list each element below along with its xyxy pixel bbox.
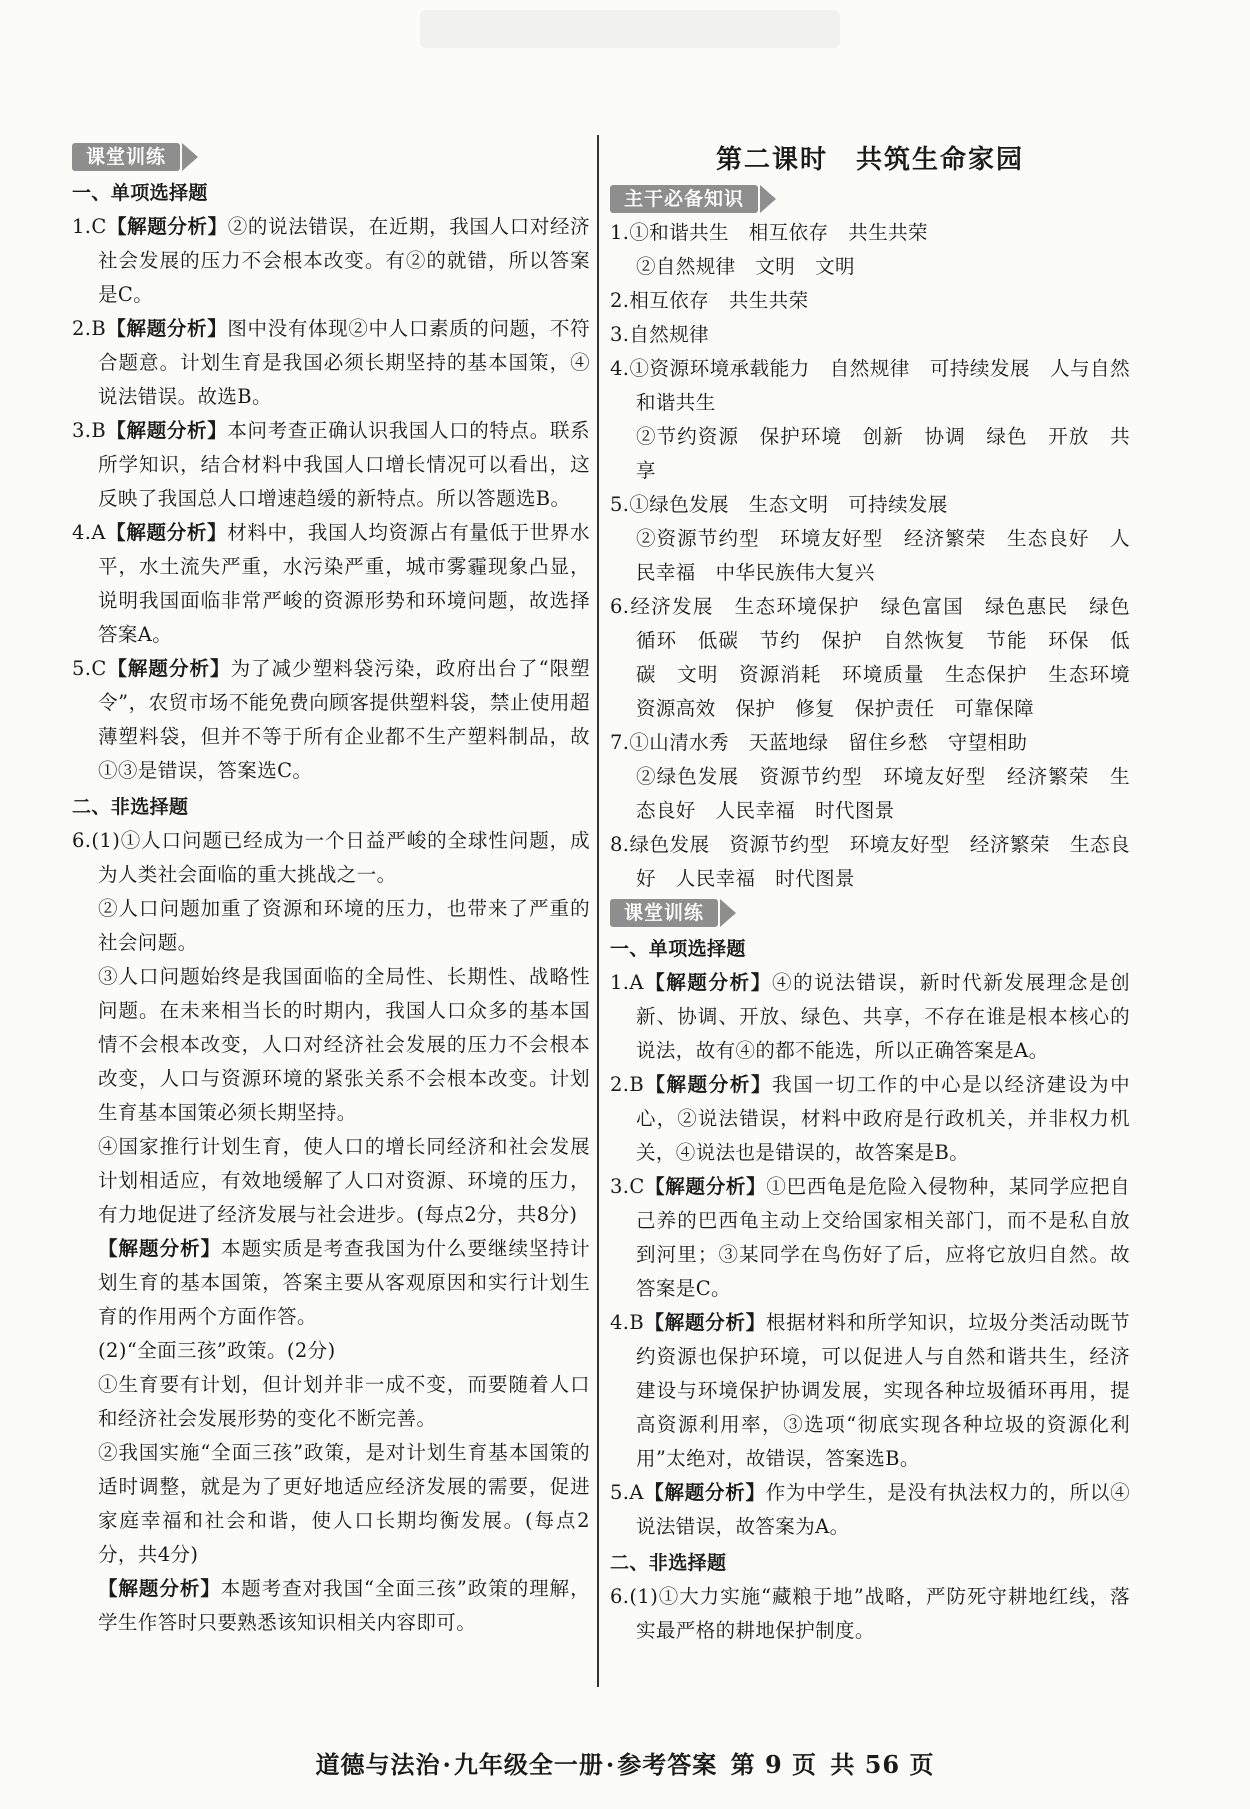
q-num: 3.B [72, 419, 107, 442]
left-section2-heading: 二、非选择题 [72, 796, 189, 818]
analysis-tag: 【解题分析】 [106, 215, 228, 238]
q-num: 5.C [72, 657, 107, 680]
right-q1 [610, 966, 1130, 1068]
q-text: ①巴西龟是危险入侵物种，某同学应把自己养的巴西龟主动上交给国家相关部门，而不是私自放到河里；③某同学在鸟伤好了后，应将它放归自然。故答案是C。 [636, 1175, 1130, 1300]
footer-page: 第 9 页 [730, 1750, 818, 1779]
knowledge-item: 8.绿色发展 资源节约型 环境友好型 经济繁荣 生态良好 人民幸福 时代图景 [610, 833, 1130, 890]
knowledge-item: ②节约资源 保护环境 创新 协调 绿色 开放 共享 [636, 425, 1130, 482]
analysis-tag: 【解题分析】 [105, 521, 228, 544]
q-text: 图中没有体现②中人口素质的问题，不符合题意。计划生育是我国必须长期坚持的基本国策，④说法错误。故选B。 [98, 317, 591, 408]
left-banner-label: 课堂训练 [72, 143, 180, 171]
right-banner-practice [610, 898, 736, 928]
q-text: ④的说法错误，新时代新发展理念是创新、协调、开放、绿色、共享，不存在谁是根本核心的说法，故有④的都不能选，所以正确答案是A。 [636, 971, 1130, 1062]
left-q6-6: ①生育要有计划，但计划并非一成不变，而要随着人口和经济社会发展形势的变化不断完善。 [98, 1373, 590, 1430]
right-section1-heading: 一、单项选择题 [610, 938, 746, 960]
q-num: 4.B [610, 1311, 645, 1334]
left-q6-analysis1 [72, 1232, 590, 1334]
left-q6-4: ④国家推行计划生育，使人口的增长同经济和社会发展计划相适应，有效地缓解了人口对资源、环境的压力，有力地促进了经济发展与社会进步。(每点2分，共8分) [98, 1135, 590, 1226]
q-text: 本题考查对我国“全面三孩”政策的理解，学生作答时只要熟悉该知识相关内容即可。 [98, 1577, 590, 1634]
q-text: 为了减少塑料袋污染，政府出台了“限塑令”，农贸市场不能免费向顾客提供塑料袋，禁止使用超薄塑料袋，但并不等于所有企业都不生产塑料制品，故①③是错误，答案选C。 [98, 657, 591, 782]
q-num: 2.B [610, 1073, 645, 1096]
right-column [610, 140, 1150, 1648]
q-num: 1.A [610, 971, 644, 994]
left-banner [72, 142, 198, 172]
q-text: 根据材料和所学知识，垃圾分类活动既节约资源也保护环境，可以促进人与自然和谐共生，经济建设与环境保护协调发展，实现各种垃圾循环再用，提高资源利用率，③选项“彻底实现各种垃圾的资源化利用”太绝对，故错误，答案选B。 [636, 1311, 1130, 1470]
analysis-tag: 【解题分析】 [643, 971, 772, 994]
header-smudge [420, 10, 840, 48]
knowledge-banner-label: 主干必备知识 [610, 185, 758, 213]
right-q4 [610, 1306, 1130, 1476]
footer-kind: 参考答案 [617, 1750, 718, 1779]
column-divider [597, 135, 599, 1687]
knowledge-item: 7.①山清水秀 天蓝地绿 留住乡愁 守望相助 [610, 731, 1028, 754]
analysis-tag: 【解题分析】 [98, 1577, 221, 1600]
footer-total: 共 56 页 [830, 1750, 935, 1779]
knowledge-item: ②自然规律 文明 文明 [636, 255, 855, 278]
left-q2 [72, 312, 590, 414]
q-text: 本题实质是考查我国为什么要继续坚持计划生育的基本国策，答案主要从客观原因和实行计划生育的作用两个方面作答。 [98, 1237, 590, 1328]
q-num: 5.A [610, 1481, 644, 1504]
footer-subject: 道德与法治 [315, 1750, 441, 1779]
analysis-tag: 【解题分析】 [98, 1237, 222, 1260]
q-text: 材料中，我国人均资源占有量低于世界水平，水土流失严重，水污染严重，城市雾霾现象凸显，说明我国面临非常严峻的资源形势和环境问题，故选择答案A。 [98, 521, 590, 646]
left-q5 [72, 652, 590, 788]
q-text: ②的说法错误，在近期，我国人口对经济社会发展的压力不会根本改变。有②的就错，所以答案是C。 [98, 215, 591, 306]
banner-arrow-icon [720, 899, 736, 927]
knowledge-item: 5.①绿色发展 生态文明 可持续发展 [610, 493, 948, 516]
left-column [72, 140, 590, 1640]
left-q3 [72, 414, 590, 516]
knowledge-item: ②资源节约型 环境友好型 经济繁荣 生态良好 人民幸福 中华民族伟大复兴 [636, 527, 1130, 584]
right-banner-knowledge [610, 184, 776, 214]
left-q4 [72, 516, 590, 652]
left-q6-7: ②我国实施“全面三孩”政策，是对计划生育基本国策的适时调整，就是为了更好地适应经济发展的需要，促进家庭幸福和社会和谐，使人口长期均衡发展。(每点2分，共4分) [98, 1441, 590, 1566]
left-q6-3: ③人口问题始终是我国面临的全局性、长期性、战略性问题。在未来相当长的时期内，我国人口众多的基本国情不会根本改变，人口对经济社会发展的压力不会根本改变，人口与资源环境的紧张关系不会根本改变。计划生育基本国策必须长期坚持。 [98, 965, 590, 1124]
q-num: 2.B [72, 317, 107, 340]
analysis-tag: 【解题分析】 [643, 1481, 766, 1504]
page-footer: 道德与法治·九年级全一册·参考答案 第 9 页 共 56 页 [315, 1750, 935, 1779]
knowledge-item: ②绿色发展 资源节约型 环境友好型 经济繁荣 生态良好 人民幸福 时代图景 [636, 765, 1130, 822]
right-q5 [610, 1476, 1130, 1544]
knowledge-item: 4.①资源环境承载能力 自然规律 可持续发展 人与自然和谐共生 [610, 357, 1130, 414]
right-q6: 6.(1)①大力实施“藏粮于地”战略，严防死守耕地红线，落实最严格的耕地保护制度。 [610, 1585, 1130, 1642]
left-q6-1: 6.(1)①人口问题已经成为一个日益严峻的全球性问题，成为人类社会面临的重大挑战之一。 [72, 829, 590, 886]
left-q6-analysis2 [72, 1572, 590, 1640]
knowledge-item: 6.经济发展 生态环境保护 绿色富国 绿色惠民 绿色 循环 低碳 节约 保护 自然恢复 节能 环保 低碳 文明 资源消耗 环境质量 生态保护 生态环境 资源高效 保护 修复 保护责任 可靠保障 [610, 595, 1150, 720]
practice-banner-label: 课堂训练 [610, 899, 718, 927]
q-text: 作为中学生，是没有执法权力的，所以④说法错误，故答案为A。 [636, 1481, 1131, 1538]
banner-arrow-icon [182, 143, 198, 171]
lesson-title: 第二课时 共筑生命家园 [715, 145, 1024, 175]
banner-arrow-icon [760, 185, 776, 213]
analysis-tag: 【解题分析】 [644, 1073, 773, 1096]
analysis-tag: 【解题分析】 [644, 1175, 767, 1198]
right-q2 [610, 1068, 1130, 1170]
q-num: 4.A [72, 521, 106, 544]
knowledge-item: 1.①和谐共生 相互依存 共生共荣 [610, 221, 928, 244]
left-q6-5: (2)“全面三孩”政策。(2分) [98, 1339, 336, 1362]
q-text: 本问考查正确认识我国人口的特点。联系所学知识，结合材料中我国人口增长情况可以看出，这反映了我国总人口增速趋缓的新特点。所以答题选B。 [98, 419, 591, 510]
analysis-tag: 【解题分析】 [106, 419, 228, 442]
left-q6-2: ②人口问题加重了资源和环境的压力，也带来了严重的社会问题。 [98, 897, 590, 954]
left-section1-heading: 一、单项选择题 [72, 182, 208, 204]
q-num: 3.C [610, 1175, 645, 1198]
analysis-tag: 【解题分析】 [106, 317, 228, 340]
left-q1 [72, 210, 590, 312]
right-section2-heading: 二、非选择题 [610, 1552, 727, 1574]
footer-grade: 九年级全一册 [453, 1750, 604, 1779]
knowledge-item: 2.相互依存 共生共荣 [610, 289, 809, 312]
analysis-tag: 【解题分析】 [644, 1311, 766, 1334]
q-text: 我国一切工作的中心是以经济建设为中心，②说法错误，材料中政府是行政机关，并非权力机关，④说法也是错误的，故答案是B。 [636, 1073, 1130, 1164]
analysis-tag: 【解题分析】 [106, 657, 231, 680]
right-q3 [610, 1170, 1130, 1306]
knowledge-item: 3.自然规律 [610, 323, 710, 346]
q-num: 1.C [72, 215, 107, 238]
